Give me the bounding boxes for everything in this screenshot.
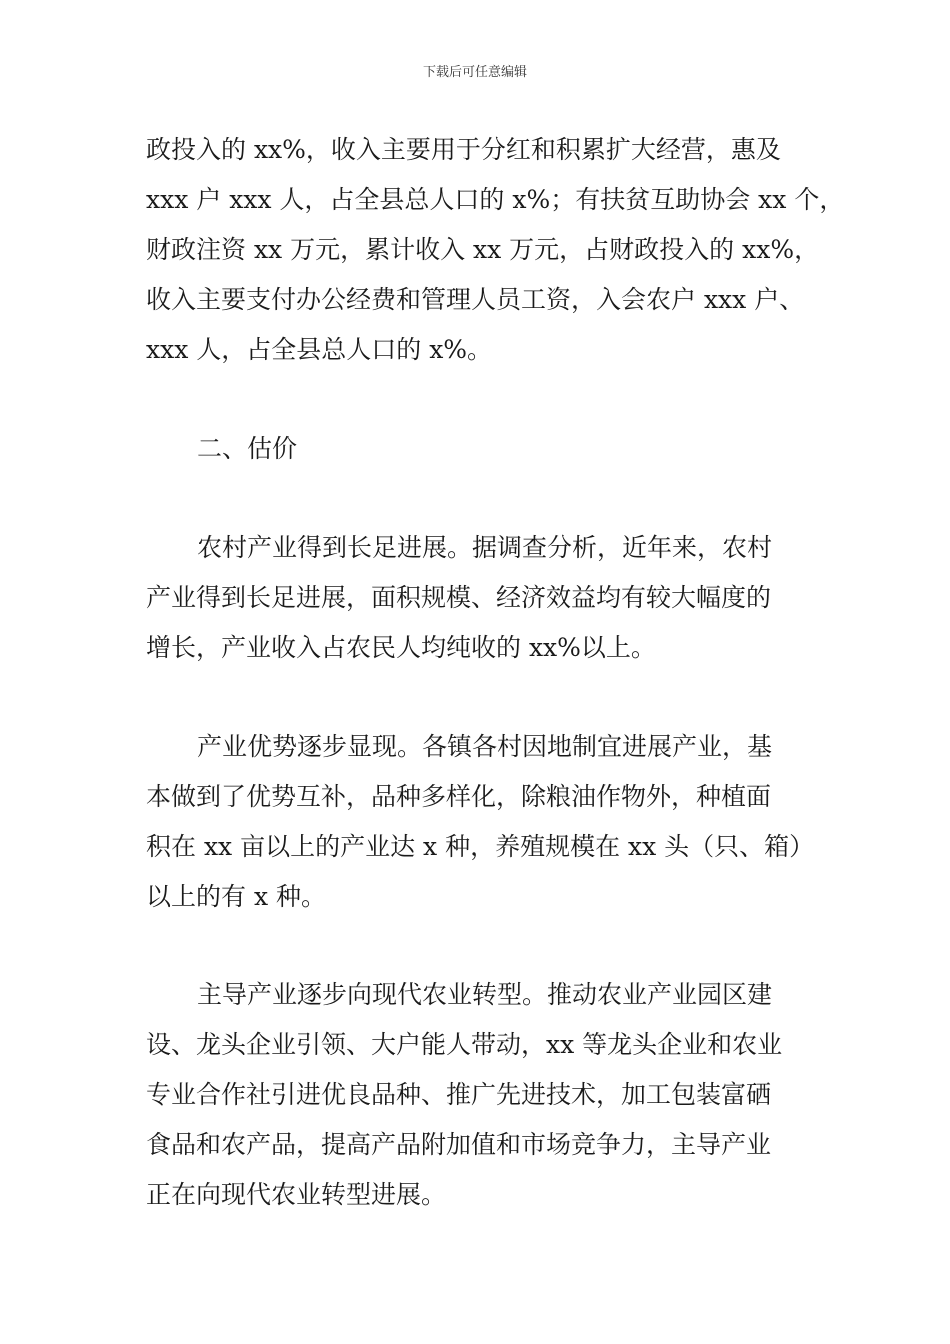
paragraph-line: 积在 xx 亩以上的产业达 x 种，养殖规模在 xx 头（只、箱）	[146, 832, 815, 861]
paragraph-line: 食品和农产品，提高产品附加值和市场竞争力，主导产业	[146, 1130, 772, 1159]
paragraph-line: 主导产业逐步向现代农业转型。推动农业产业园区建	[197, 980, 773, 1009]
paragraph-line: 财政注资 xx 万元，累计收入 xx 万元，占财政投入的 xx%，	[146, 235, 820, 264]
paragraph-line: 产业优势逐步显现。各镇各村因地制宜进展产业，基	[197, 732, 773, 761]
paragraph-line: 以上的有 x 种。	[146, 882, 326, 911]
paragraph-line: 增长，产业收入占农民人均纯收的 xx%以上。	[146, 633, 656, 662]
paragraph-line: xxx 户 xxx 人，占全县总人口的 x%；有扶贫互助协会 xx 个，	[146, 185, 845, 214]
paragraph-line: 专业合作社引进优良品种、推广先进技术，加工包装富硒	[146, 1080, 772, 1109]
paragraph-line: 农村产业得到长足进展。据调查分析，近年来，农村	[197, 533, 773, 562]
paragraph-line: 设、龙头企业引领、大户能人带动，xx 等龙头企业和农业	[146, 1030, 783, 1059]
paragraph-line: 政投入的 xx%，收入主要用于分红和积累扩大经营，惠及	[146, 135, 781, 164]
paragraph-line: 收入主要支付办公经费和管理人员工资，入会农户 xxx 户、	[146, 285, 805, 314]
paragraph-line: 正在向现代农业转型进展。	[146, 1180, 447, 1209]
page-header: 下载后可任意编辑	[422, 65, 527, 80]
paragraph-line: xxx 人，占全县总人口的 x%。	[146, 335, 493, 364]
section-heading: 二、估价	[197, 434, 298, 463]
paragraph-line: 本做到了优势互补，品种多样化，除粮油作物外，种植面	[146, 782, 772, 811]
paragraph-line: 产业得到长足进展，面积规模、经济效益均有较大幅度的	[146, 583, 772, 612]
